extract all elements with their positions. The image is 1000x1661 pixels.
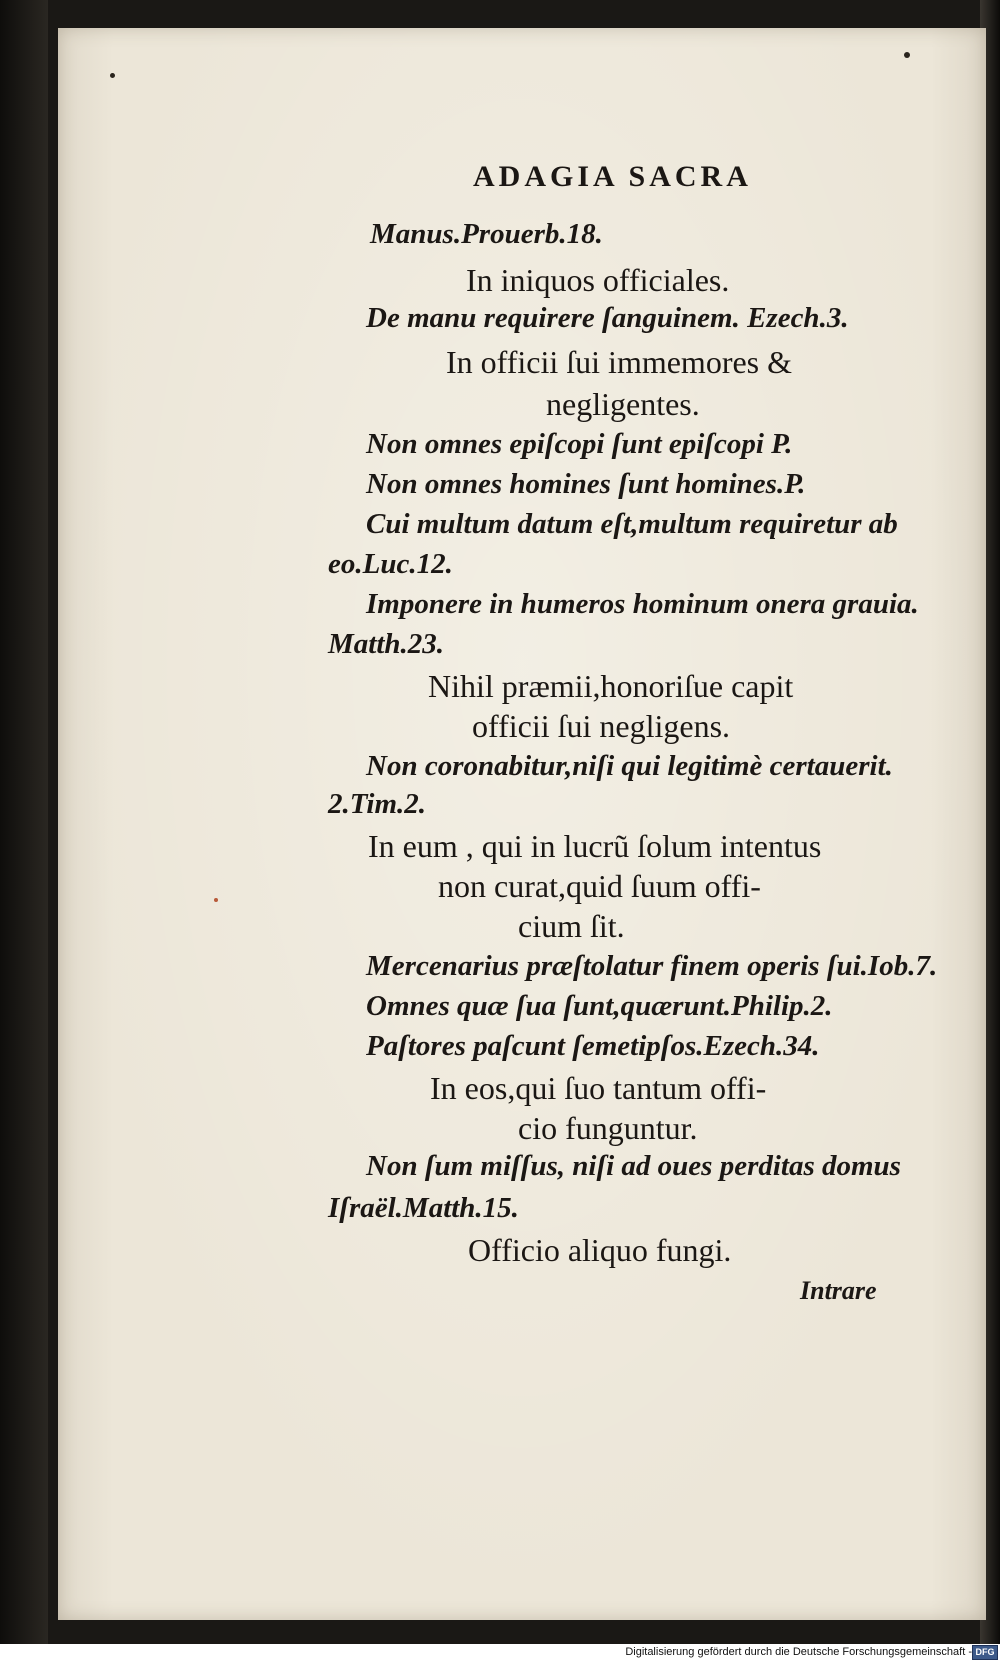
section-heading: officii ſui negligens. — [472, 708, 731, 744]
footer-credit: Digitalisierung gefördert durch die Deutsche Forschungsgemeinschaft - — [625, 1646, 972, 1658]
text-line: 2.Tim.2. — [328, 788, 427, 820]
text-line: Iſraël.Matth.15. — [328, 1192, 519, 1224]
text-line: Imponere in humeros hominum onera grauia. — [366, 588, 919, 620]
text-line: Non coronabitur,niſi qui legitimè certauerit. — [366, 750, 893, 782]
text-line: Non omnes epiſcopi ſunt epiſcopi P. — [366, 428, 793, 460]
section-heading: non curat,quid ſuum offi- — [438, 868, 761, 904]
text-line: Non ſum miſſus, niſi ad oues perditas domus — [366, 1150, 901, 1182]
text-line: Manus.Prouerb.18. — [370, 218, 603, 250]
text-line: Non omnes homines ſunt homines.P. — [366, 468, 806, 500]
text-line: De manu requirere ſanguinem. Ezech.3. — [366, 302, 849, 334]
book-spine-edge — [0, 0, 48, 1644]
section-heading: negligentes. — [546, 386, 700, 422]
section-heading: In officii ſui immemores & — [446, 344, 793, 380]
text-line: Omnes quæ ſua ſunt,quærunt.Philip.2. — [366, 990, 833, 1022]
paper-speck — [214, 898, 218, 902]
section-heading: In eum , qui in lucrũ ſolum intentus — [368, 828, 822, 864]
text-line: Mercenarius præſtolatur finem operis ſui.Iob.7. — [366, 950, 938, 982]
text-line: Cui multum datum eſt,multum requiretur ab — [366, 508, 898, 540]
running-head: ADAGIA SACRA — [473, 160, 752, 193]
section-heading: In iniquos officiales. — [466, 262, 730, 298]
paper-speck — [110, 73, 115, 78]
dfg-logo: DFG — [972, 1645, 998, 1660]
section-heading: Nihil præmii,honoriſue capit — [428, 668, 794, 704]
section-heading: cium ſit. — [518, 908, 625, 944]
paper-speck — [904, 52, 910, 58]
section-heading: Officio aliquo fungi. — [468, 1232, 732, 1268]
text-line: Paſtores paſcunt ſemetipſos.Ezech.34. — [366, 1030, 820, 1062]
catchword: Intrare — [800, 1276, 877, 1305]
section-heading: In eos,qui ſuo tantum offi- — [430, 1070, 767, 1106]
text-line: Matth.23. — [328, 628, 445, 660]
text-line: eo.Luc.12. — [328, 548, 453, 580]
section-heading: cio funguntur. — [518, 1110, 698, 1146]
book-page — [58, 28, 986, 1620]
